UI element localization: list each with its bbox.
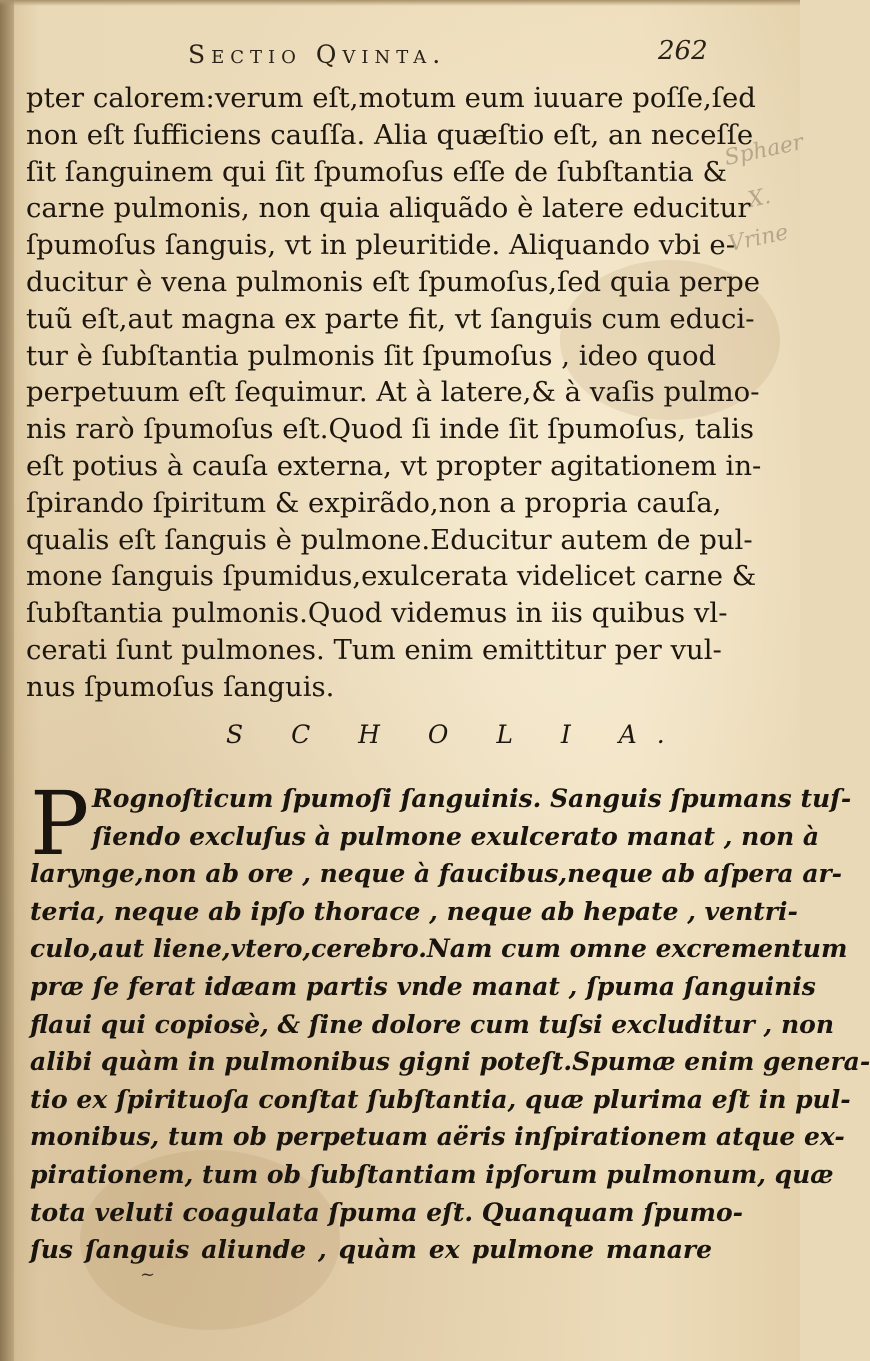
scholia-line: larynge,non ab ore , neque à faucibus,neque ab aſpera ar- [30,859,843,889]
scholia-line: flaui qui copiosè, & ſine dolore cum tuſsi excluditur , non [30,1009,834,1039]
page-top-edge [0,0,800,6]
scholia-line: Rognoſticum ſpumoſi ſanguinis. Sanguis ſpumans tuſ- [92,784,852,813]
text-line: qualis eſt ſanguis è pulmone.Educitur autem de pul- [26,523,753,556]
scholia-line: culo,aut liene,vtero,cerebro.Nam cum omne excrementum [30,934,848,964]
marginal-note: Vrine [726,219,791,258]
text-line: ſit ſanguinem qui ſit ſpumoſus eſſe de ſubſtantia & [26,155,728,188]
text-line: ſpumoſus ſanguis, vt in pleuritide. Aliquando vbi e- [26,229,735,262]
scholia-line: tota veluti coagulata ſpuma eſt. Quanquam ſpumo- [30,1197,744,1227]
scholia-line: teria, neque ab ipſo thorace , neque ab hepate , ventri- [30,896,798,926]
text-line: nus ſpumoſus ſanguis. [26,670,335,703]
text-line: cerati ſunt pulmones. Tum enim emittitur per vul- [26,633,722,666]
marginal-note: X. [745,183,774,214]
running-title: Sectio Qvinta. [188,40,447,69]
binding-gutter [0,0,14,1361]
text-line: ducitur è vena pulmonis eſt ſpumoſus,ſed quia perpe [26,265,761,298]
text-line: tuũ eſt,aut magna ex parte fit, vt ſanguis cum educi- [26,302,755,335]
catchword-mark: ~ [140,1264,156,1285]
scholia-line: pirationem, tum ob ſubſtantiam ipſorum pulmonum, quæ [30,1159,834,1189]
marginal-note: Sphaer [722,129,806,172]
text-line: pter calorem:verum eſt,motum eum iuuare poſſe,ſed [26,82,756,114]
scholia-line: tio ex ſpirituoſa conſtat ſubſtantia, quæ plurima eſt in pul- [30,1084,851,1114]
text-line: eſt potius à cauſa externa, vt propter agitationem in- [26,449,762,482]
text-line: mone ſanguis ſpumidus,exulcerata videlicet carne & [26,560,757,593]
text-line: ſpirando ſpiritum & expirãdo,non a propria cauſa, [26,486,722,519]
text-line: nis rarò ſpumoſus eſt.Quod ſi inde ſit ſpumoſus, talis [26,413,754,446]
scholia-line: monibus, tum ob perpetuam aëris inſpirationem atque ex- [30,1122,845,1152]
text-line: carne pulmonis, non quia aliquãdo è latere educitur [26,192,751,225]
scholia-heading: S C H O L I A. [226,720,685,749]
scholia-text-block [30,772,870,1269]
text-line: perpetuum eſt ſequimur. At à latere,& à vaſis pulmo- [26,376,760,409]
page-number: 262 [658,36,708,66]
scholia-line: alibi quàm in pulmonibus gigni poteſt.Spumæ enim genera- [30,1047,870,1077]
text-line: ſubſtantia pulmonis.Quod videmus in iis quibus vl- [26,597,728,630]
scholia-line: ſiendo excluſus à pulmone exulcerato manat , non à [92,821,820,851]
text-line: non eſt ſufficiens cauſſa. Alia quæſtio eſt, an neceſſe [26,118,754,151]
scholia-line: præ ſe ferat idæam partis vnde manat , ſpuma ſanguinis [30,971,816,1001]
scholia-line: ſus ſanguis aliunde , quàm ex pulmone manare [30,1235,712,1265]
text-line: tur è ſubſtantia pulmonis ſit ſpumoſus , ideo quod [26,339,717,372]
drop-cap: P [30,772,90,875]
